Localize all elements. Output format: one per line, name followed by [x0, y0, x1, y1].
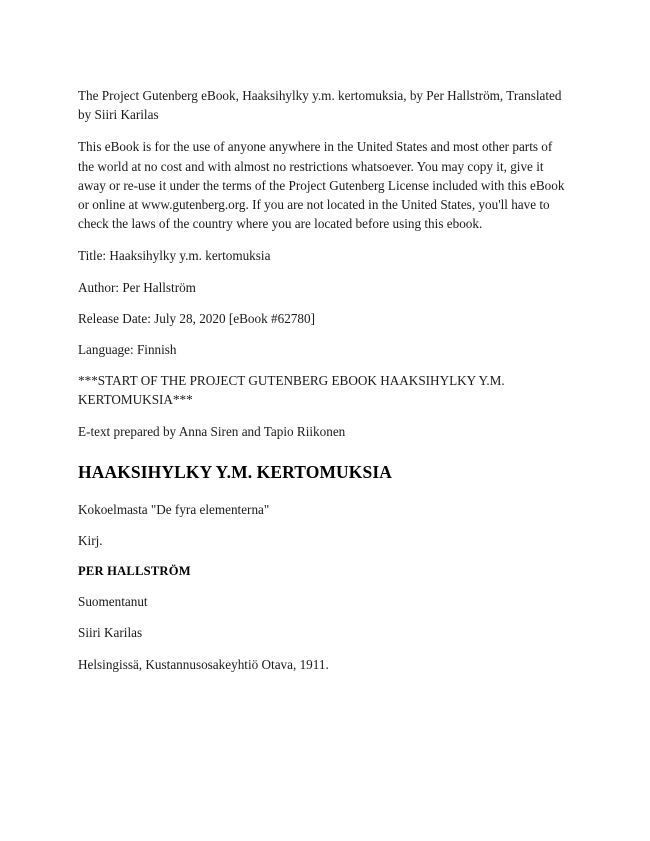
translator-name: Siiri Karilas [78, 625, 143, 641]
paragraph-spacer [78, 266, 570, 278]
paragraph-spacer [78, 580, 570, 592]
paragraph-spacer [78, 483, 570, 500]
by-label: Kirj. [78, 533, 103, 549]
paragraph-spacer [78, 550, 570, 562]
metadata-author: Author: Per Hallström [78, 279, 196, 295]
imprint-line: Helsingissä, Kustannusosakeyhtiö Otava, 1911. [78, 656, 329, 672]
document-page [78, 86, 570, 674]
paragraph-spacer [78, 410, 570, 422]
etext-credit: E-text prepared by Anna Siren and Tapio Riikonen [78, 423, 346, 439]
metadata-release-date: Release Date: July 28, 2020 [eBook #62780] [78, 310, 315, 326]
author-name: PER HALLSTRÖM [78, 564, 191, 579]
metadata-title: Title: Haaksihylky y.m. kertomuksia [78, 248, 271, 264]
paragraph-spacer [78, 643, 570, 655]
paragraph-spacer [78, 519, 570, 531]
gutenberg-header-line: The Project Gutenberg eBook, Haaksihylky y.m. kertomuksia, by Per Hallström, Translated by Siiri Karilas [78, 88, 562, 123]
work-title-heading: HAAKSIHYLKY Y.M. KERTOMUKSIA [78, 461, 392, 482]
translator-label: Suomentanut [78, 594, 148, 610]
paragraph-spacer [78, 124, 570, 137]
start-of-ebook-marker: ***START OF THE PROJECT GUTENBERG EBOOK HAAKSIHYLKY Y.M. KERTOMUKSIA*** [78, 373, 505, 408]
paragraph-spacer [78, 359, 570, 371]
paragraph-spacer [78, 297, 570, 309]
metadata-language: Language: Finnish [78, 342, 177, 358]
collection-note: Kokoelmasta "De fyra elementerna" [78, 501, 270, 517]
license-notice: This eBook is for the use of anyone anywhere in the United States and most other parts of the world at no cost and with almost no restrictions whatsoever. You may copy it, give it away or re-use it under the terms of the Project Gutenberg License included with this eBook or online at www.gutenberg.org. If you are not located in the United States, you'll have to check the laws of the country where you are located before using this ebook. [78, 139, 565, 232]
paragraph-spacer [78, 328, 570, 340]
paragraph-spacer [78, 441, 570, 461]
paragraph-spacer [78, 611, 570, 623]
paragraph-spacer [78, 233, 570, 246]
